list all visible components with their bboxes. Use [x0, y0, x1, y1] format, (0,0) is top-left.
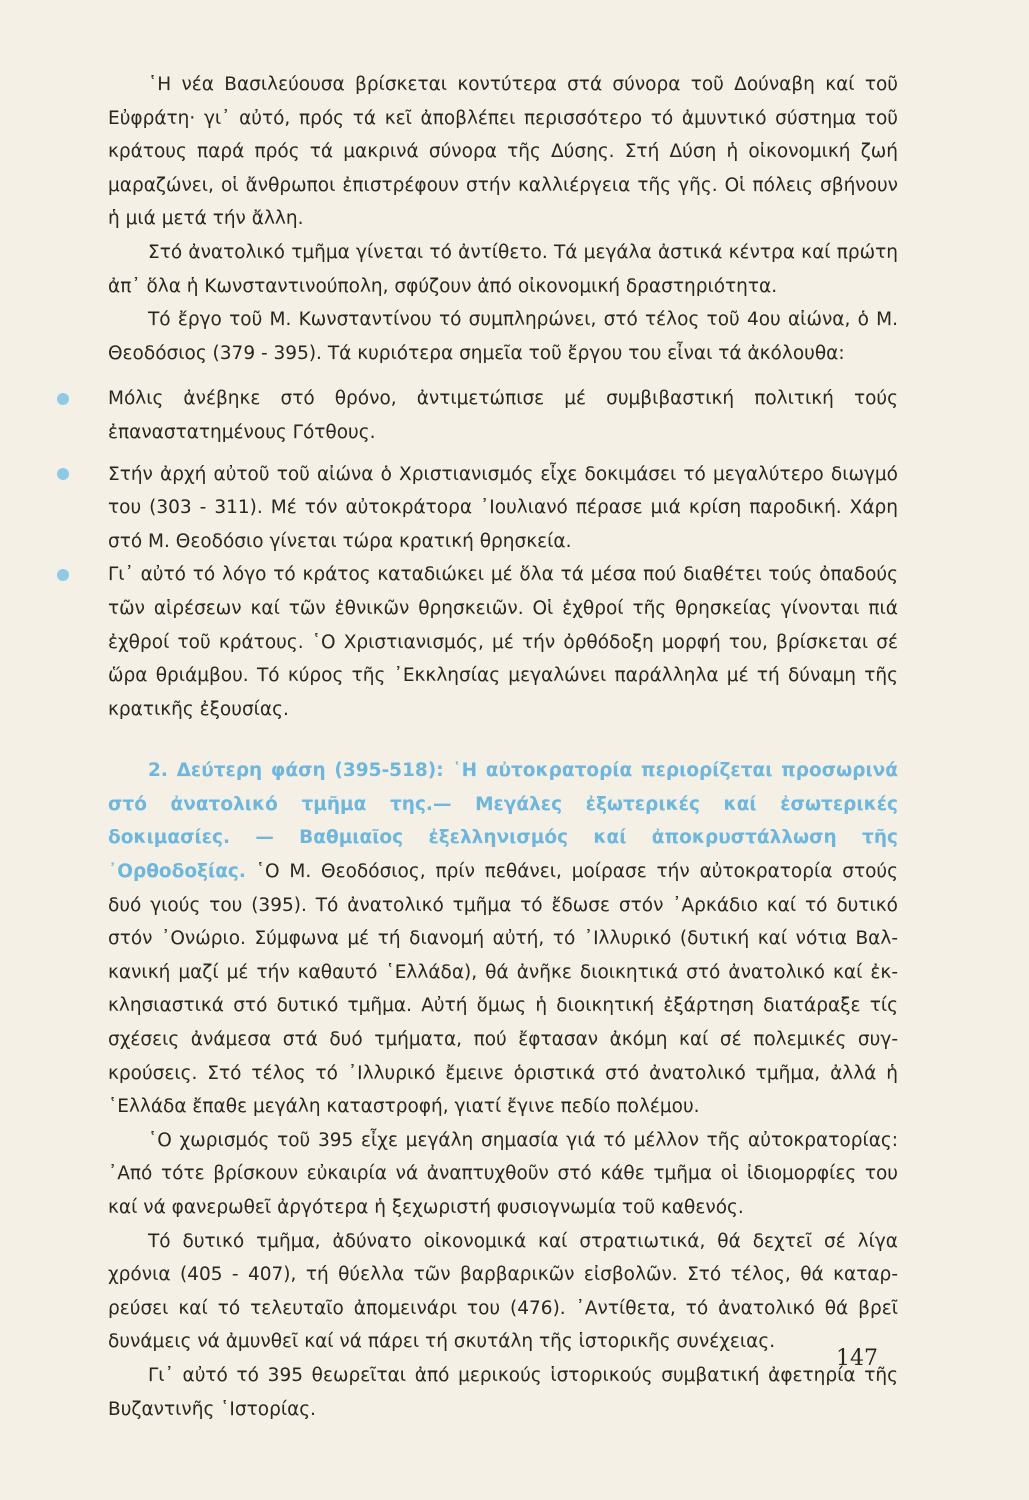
page-number: 147	[836, 1346, 878, 1371]
bullet-text: Γι᾿ αὐτό τό λόγο τό κράτος καταδιώκει μέ ὅλα τά μέσα πού διαθέτει τούς ὀπαδούς τῶν αἱρέσεων καί τῶν ἐθνικῶν θρησκειῶν. Οἱ ἐχθροί τῆς θρησκείας γίνονται πιά ἐχθροί τοῦ κράτους. ῾Ο Χριστιανισμός, μέ τήν ὀρθόδοξη μορφή του, βρίσκεται σέ ὥρα θριάμβου. Τό κύρος τῆς ᾿Εκκλησίας μεγαλώνει παράλληλα μέ τή δύναμη τῆς κρατικῆς ἐξουσίας.	[108, 564, 898, 720]
bullet-item	[108, 558, 898, 726]
bullet-text: Μόλις ἀνέβηκε στό θρόνο, ἀντιμετώπισε μέ συμβιβαστική πολιτική τούς ἐπαναστατημένους Γότθους.	[108, 388, 898, 443]
bullet-dot-icon	[56, 558, 70, 592]
bullet-dot-icon	[56, 458, 70, 492]
section-first-paragraph	[108, 754, 898, 1124]
section-paragraph: Τό δυτικό τμῆμα, ἀδύνατο οἰκονομικά καί στρατιωτικά, θά δεχτεῖ σέ λίγα χρόνια (405 - 407), τή θύελλα τῶν βαρβαρικῶν εἰσβολῶν. Στό τέλος, θά καταρρεύσει καί τό τελευταῖο ἀπομεινάρι του (476). ᾿Αντίθετα, τό ἀνατολικό θά βρεῖ δυνάμεις νά ἀμυνθεῖ καί νά πάρει τή σκυτάλη τῆς ἱστορικῆς συνέχειας.	[108, 1230, 898, 1353]
section-2	[108, 754, 898, 1426]
intro-paragraph: Τό ἔργο τοῦ Μ. Κωνσταντίνου τό συμπληρώνει, στό τέλος τοῦ 4ου αἰώνα, ὁ Μ. Θεοδόσιος (379 - 395). Τά κυριότερα σημεῖα τοῦ ἔργου του εἶναι τά ἀκόλουθα:	[108, 309, 898, 364]
section-paragraph: ῾Ο χωρισμός τοῦ 395 εἶχε μεγάλη σημασία γιά τό μέλλον τῆς αὐτοκρατορίας: ᾿Από τότε βρίσκουν εὐκαιρία νά ἀναπτυχθοῦν στό κάθε τμῆμα οἱ ἰδιομορφίες του καί νά φανερωθεῖ ἀργότερα ἡ ξεχωριστή φυσιογνωμία τοῦ καθενός.	[108, 1129, 898, 1218]
section-paragraph: Γι᾿ αὐτό τό 395 θεωρεῖται ἀπό μερικούς ἱστορικούς συμβατική ἀφετηρία τῆς Βυζαντινῆς ῾Ιστορίας.	[108, 1364, 898, 1420]
section-heading: 2. Δεύτερη φάση (395-518): ῾Η αὐτοκρατορία περιορίζεται προσωρινά στό ἀνατολικό τμῆμα της.— Μεγάλες ἐξωτερικές καί ἐσωτερικές δοκιμασίες. — Βαθμιαῖος ἐξελληνισμός καί ἀποκρυστάλλωση τῆς ᾿Ορθοδοξίας.	[108, 760, 898, 883]
page-body	[108, 68, 898, 1426]
intro-paragraph: ῾Η νέα Βασιλεύουσα βρίσκεται κοντύτερα στά σύνορα τοῦ Δούναβη καί τοῦ Εὐφράτη· γι᾿ αὐτό, πρός τά κεῖ ἀποβλέπει περισσότερο τό ἀμυντικό σύστημα τοῦ κράτους παρά πρός τά μακρινά σύνορα τῆς Δύσης. Στή Δύση ἡ οἰκονομική ζωή μαραζώνει, οἱ ἄνθρωποι ἐπιστρέφουν στήν καλλιέργεια τῆς γῆς. Οἱ πόλεις σβήνουν ἡ μιά μετά τήν ἄλλη.	[108, 74, 898, 230]
bullet-item	[108, 458, 898, 559]
section-first-text: ῾Ο Μ. Θεοδόσιος, πρίν πεθάνει, μοίρασε τήν αὐτοκρατορία στούς δυό γιούς του (395). Τό ἀνατολικό τμῆμα τό ἔδωσε στόν ᾿Αρκάδιο καί τό δυτικό στόν ᾿Ονώριο. Σύμφωνα μέ τή διανομή αὐτή, τό ᾿Ιλλυρικό (δυτική καί νότια Βαλκανική μαζί μέ τήν καθαυτό ῾Ελλάδα), θά ἀνῆκε διοικητικά στό ἀνατολικό καί ἐκκλησιαστικά στό δυτικό τμῆμα. Αὐτή ὅμως ἡ διοικητική ἐξάρτηση διατάραξε τίς σχέσεις ἀνάμεσα στά δυό τμήματα, πού ἔφτασαν ἀκόμη καί σέ πολεμικές συγκρούσεις. Στό τέλος τό ᾿Ιλλυρικό ἔμεινε ὁριστικά στό ἀνατολικό τμῆμα, ἀλλά ἡ ῾Ελλάδα ἔπαθε μεγάλη καταστροφή, γιατί ἔγινε πεδίο πολέμου.	[108, 861, 898, 1118]
bullet-text: Στήν ἀρχή αὐτοῦ τοῦ αἰώνα ὁ Χριστιανισμός εἶχε δοκιμάσει τό μεγαλύτερο διωγμό του (303 - 311). Μέ τόν αὐτοκράτορα ᾿Ιουλιανό πέρασε μιά κρίση παροδική. Χάρη στό Μ. Θεοδόσιο γίνεται τώρα κρατική θρησκεία.	[108, 463, 898, 552]
bullet-item	[108, 382, 898, 449]
bullet-dot-icon	[56, 382, 70, 416]
intro-paragraph: Στό ἀνατολικό τμῆμα γίνεται τό ἀντίθετο. Τά μεγάλα ἀστικά κέντρα καί πρώτη ἀπ᾿ ὅλα ἡ Κωνσταντινούπολη, σφύζουν ἀπό οἰκονομική δραστηριότητα.	[108, 241, 898, 297]
